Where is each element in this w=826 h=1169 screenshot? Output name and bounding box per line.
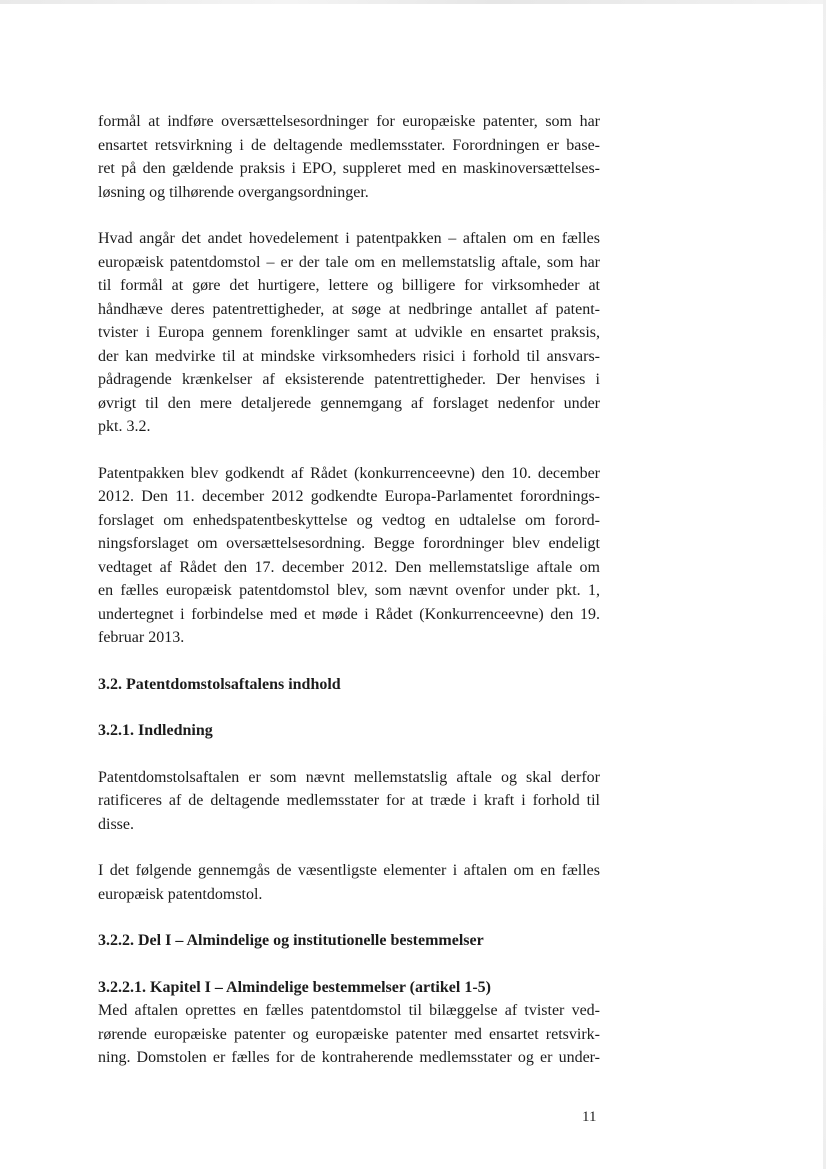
section-heading-3-2-2: 3.2.2. Del I – Almindelige og institutionelle bestemmelser	[98, 932, 484, 949]
text-line: disse.	[98, 815, 134, 833]
text-line: ningsforslaget om oversættelsesordning. Begge forordninger blev endeligt	[98, 535, 600, 552]
section-heading-3-2: 3.2. Patentdomstolsaftalens indhold	[98, 675, 341, 693]
text-line: formål at indføre oversættelsesordninger for europæiske patenter, som har	[98, 113, 600, 130]
text-line: europæisk patentdomstol – er der tale om en mellemstatslig aftale, som har	[98, 253, 600, 271]
text-line: Patentpakken blev godkendt af Rådet (konkurrenceevne) den 10. december	[98, 464, 600, 482]
paragraph-gennemgang	[98, 859, 600, 906]
section-heading-3-2-1: 3.2.1. Indledning	[98, 722, 213, 739]
section-heading-3-2-2-1: 3.2.2.1. Kapitel I – Almindelige bestemmelser (artikel 1-5)	[98, 978, 491, 996]
paragraph-patentdomstol	[98, 227, 600, 439]
text-line: vedtaget af Rådet den 17. december 2012. Den mellemstatslige aftale om	[98, 558, 600, 576]
text-line: Patentdomstolsaftalen er som nævnt mellemstatslig aftale og skal derfor	[98, 768, 600, 786]
text-line: forslaget om enhedspatentbeskyttelse og vedtog en udtalelse om forord-	[98, 511, 600, 529]
text-line: øvrigt til den mere detaljerede gennemgang af forslaget nedenfor under	[98, 394, 600, 412]
scan-edge-top	[0, 0, 826, 4]
text-line: 2012. Den 11. december 2012 godkendte Europa-Parlamentet forordnings-	[98, 488, 600, 505]
text-line: undertegnet i forbindelse med et møde i Rådet (Konkurrenceevne) den 19.	[98, 605, 600, 623]
text-line: Med aftalen oprettes en fælles patentdomstol til bilæggelse af tvister ved-	[98, 1002, 600, 1019]
paragraph-ratificering	[98, 766, 600, 837]
text-line: ret på den gældende praksis i EPO, suppleret med en maskinoversættelses-	[98, 160, 600, 177]
text-line: tvister i Europa gennem forenklinger samt at udvikle en ensartet praksis,	[98, 324, 600, 341]
text-line: ning. Domstolen er fælles for de kontraherende medlemsstater og er under-	[98, 1049, 600, 1066]
text-line: rørende europæiske patenter og europæiske patenter med ensartet retsvirk-	[98, 1025, 600, 1043]
text-line: løsning og tilhørende overgangsordninger.	[98, 183, 369, 201]
paragraph-domstol	[98, 999, 600, 1070]
text-line: pådragende krænkelser af eksisterende patentrettigheder. Der henvises i	[98, 371, 600, 388]
text-line: ensartet retsvirkning i de deltagende medlemsstater. Forordningen er base-	[98, 136, 600, 154]
text-line: der kan medvirke til at mindske virksomheders risici i forhold til ansvars-	[98, 347, 600, 365]
text-line: håndhæve deres patentrettigheder, at søge at nedbringe antallet af patent-	[98, 300, 600, 318]
paragraph-patentpakken	[98, 462, 600, 650]
text-line: februar 2013.	[98, 629, 185, 646]
text-line: til formål at gøre det hurtigere, lettere og billigere for virksomheder at	[98, 277, 600, 294]
page-number: 11	[582, 1109, 597, 1125]
text-line: I det følgende gennemgås de væsentligste elementer i aftalen om en fælles	[98, 862, 600, 879]
text-line: Hvad angår det andet hovedelement i patentpakken – aftalen om en fælles	[98, 230, 600, 247]
page-body	[98, 110, 600, 1070]
text-line: ratificeres af de deltagende medlemsstater for at træde i kraft i forhold til	[98, 792, 600, 809]
paragraph-oversaettelse	[98, 110, 600, 204]
text-line: pkt. 3.2.	[98, 418, 151, 435]
text-line: europæisk patentdomstol.	[98, 885, 263, 903]
text-line: en fælles europæisk patentdomstol blev, som nævnt ovenfor under pkt. 1,	[98, 582, 600, 599]
